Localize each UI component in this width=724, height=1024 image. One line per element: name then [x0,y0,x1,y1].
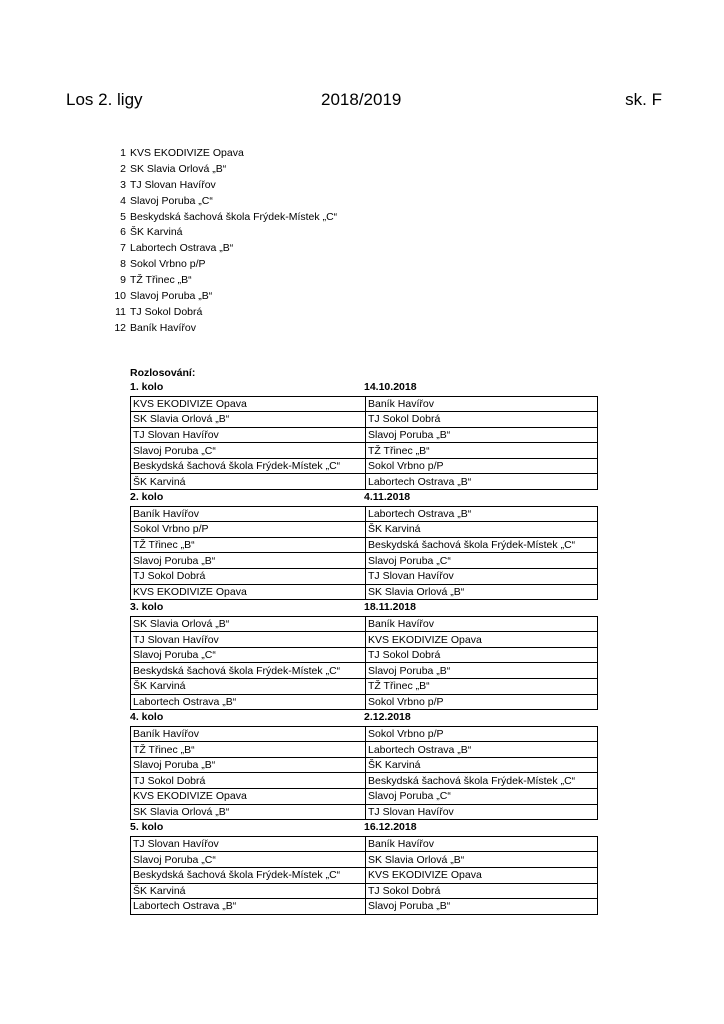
match-row [131,412,598,428]
away-team: TŽ Třinec „B“ [366,443,598,459]
team-name: TJ Slovan Havířov [130,178,216,191]
team-list [110,146,337,337]
league-title: Los 2. ligy [66,90,143,109]
team-name: KVS EKODIVIZE Opava [130,147,244,159]
team-name: Beskydská šachová škola Frýdek-Místek „C“ [130,210,338,223]
team-list-item [110,241,337,257]
away-team: TŽ Třinec „B“ [366,679,598,695]
round-header [130,490,598,506]
home-team: Slavoj Poruba „C“ [131,647,366,663]
match-row [131,883,598,899]
team-list-item [110,146,337,162]
away-team: Slavoj Poruba „B“ [366,899,598,915]
team-number: 5 [120,210,126,223]
home-team: KVS EKODIVIZE Opava [131,789,366,805]
home-team: TJ Slovan Havířov [131,632,366,648]
match-row [131,443,598,459]
team-number: 6 [120,226,126,239]
home-team: TJ Sokol Dobrá [131,773,366,789]
team-number: 4 [120,194,126,207]
match-row [131,852,598,868]
team-name: Sokol Vrbno p/P [130,258,206,271]
team-list-item [110,178,337,194]
round-date: 4.11.2018 [364,491,411,504]
round-header [130,820,598,836]
match-table [130,726,598,821]
away-team: Sokol Vrbno p/P [366,458,598,474]
team-name: ŠK Karviná [130,226,183,239]
away-team: Baník Havířov [366,616,598,632]
match-row [131,789,598,805]
team-list-item [110,289,337,305]
match-row [131,584,598,600]
home-team: Beskydská šachová škola Frýdek-Místek „C“ [131,663,366,679]
team-list-item [110,162,337,178]
match-row [131,726,598,742]
match-row [131,773,598,789]
home-team: Labortech Ostrava „B“ [131,694,366,710]
team-name: TŽ Třinec „B“ [130,274,192,287]
away-team: TJ Sokol Dobrá [366,412,598,428]
home-team: Slavoj Poruba „B“ [131,757,366,773]
match-row [131,568,598,584]
match-row [131,522,598,538]
team-list-item [110,305,337,321]
team-number: 9 [120,274,126,287]
match-row [131,632,598,648]
team-number: 10 [114,290,126,303]
home-team: Baník Havířov [131,726,366,742]
home-team: ŠK Karviná [131,679,366,695]
team-number: 1 [120,147,126,159]
match-row [131,647,598,663]
match-table [130,506,598,601]
home-team: KVS EKODIVIZE Opava [131,584,366,600]
match-row [131,757,598,773]
match-row [131,474,598,490]
away-team: Sokol Vrbno p/P [366,726,598,742]
home-team: Slavoj Poruba „B“ [131,553,366,569]
away-team: Baník Havířov [366,396,598,412]
away-team: KVS EKODIVIZE Opava [366,867,598,883]
away-team: TJ Slovan Havířov [366,804,598,820]
away-team: Labortech Ostrava „B“ [366,506,598,522]
team-list-item [110,210,337,226]
home-team: KVS EKODIVIZE Opava [131,396,366,412]
round-date: 14.10.2018 [364,381,417,393]
team-number: 11 [115,305,126,318]
away-team: TJ Sokol Dobrá [366,883,598,899]
team-name: Labortech Ostrava „B“ [130,242,234,255]
schedule-title: Rozlosování: [130,367,196,379]
match-row [131,742,598,758]
home-team: SK Slavia Orlová „B“ [131,616,366,632]
round-date: 18.11.2018 [364,601,416,614]
round-name: 2. kolo [130,491,164,504]
home-team: TJ Sokol Dobrá [131,568,366,584]
away-team: Slavoj Poruba „B“ [366,427,598,443]
match-row [131,679,598,695]
match-row [131,836,598,852]
away-team: SK Slavia Orlová „B“ [366,584,598,600]
round-header [130,380,598,396]
home-team: TŽ Třinec „B“ [131,742,366,758]
team-list-item [110,225,337,241]
home-team: Slavoj Poruba „C“ [131,443,366,459]
match-row [131,663,598,679]
away-team: Beskydská šachová škola Frýdek-Místek „C“ [366,773,598,789]
team-list-item [110,257,337,273]
round-name: 1. kolo [130,381,164,393]
away-team: TJ Sokol Dobrá [366,647,598,663]
round-header [130,710,598,726]
match-row [131,899,598,915]
home-team: SK Slavia Orlová „B“ [131,804,366,820]
away-team: ŠK Karviná [366,757,598,773]
away-team: Slavoj Poruba „B“ [366,663,598,679]
team-list-item [110,194,337,210]
home-team: Sokol Vrbno p/P [131,522,366,538]
match-row [131,396,598,412]
home-team: Labortech Ostrava „B“ [131,899,366,915]
season-label: 2018/2019 [321,90,402,109]
team-number: 8 [120,258,126,271]
home-team: Baník Havířov [131,506,366,522]
round-name: 3. kolo [130,601,164,614]
away-team: Slavoj Poruba „C“ [366,553,598,569]
away-team: Beskydská šachová škola Frýdek-Místek „C“ [366,537,598,553]
match-row [131,537,598,553]
away-team: Slavoj Poruba „C“ [366,789,598,805]
match-row [131,553,598,569]
round-date: 16.12.2018 [364,821,417,834]
home-team: ŠK Karviná [131,474,366,490]
home-team: TJ Slovan Havířov [131,427,366,443]
round-header [130,600,598,616]
away-team: Labortech Ostrava „B“ [366,474,598,490]
match-row [131,694,598,710]
team-number: 3 [120,178,126,191]
match-row [131,867,598,883]
team-list-item [110,321,337,337]
team-name: SK Slavia Orlová „B“ [130,162,227,175]
away-team: SK Slavia Orlová „B“ [366,852,598,868]
home-team: Beskydská šachová škola Frýdek-Místek „C“ [131,458,366,474]
team-name: Slavoj Poruba „B“ [130,290,213,303]
match-table [130,396,598,491]
match-row [131,427,598,443]
team-number: 12 [114,321,126,334]
round-date: 2.12.2018 [364,711,411,724]
home-team: Slavoj Poruba „C“ [131,852,366,868]
away-team: Labortech Ostrava „B“ [366,742,598,758]
team-list-item [110,273,337,289]
round-name: 5. kolo [130,821,164,834]
match-row [131,506,598,522]
team-name: TJ Sokol Dobrá [130,305,203,318]
match-table [130,616,598,711]
team-number: 7 [120,242,126,255]
match-row [131,458,598,474]
home-team: ŠK Karviná [131,883,366,899]
away-team: Sokol Vrbno p/P [366,694,598,710]
schedule [130,366,598,915]
team-name: Baník Havířov [130,321,196,334]
home-team: SK Slavia Orlová „B“ [131,412,366,428]
round-name: 4. kolo [130,711,164,724]
away-team: ŠK Karviná [366,522,598,538]
away-team: Baník Havířov [366,836,598,852]
match-table [130,836,598,915]
page-header [66,90,662,114]
home-team: Beskydská šachová škola Frýdek-Místek „C“ [131,867,366,883]
home-team: TŽ Třinec „B“ [131,537,366,553]
away-team: TJ Slovan Havířov [366,568,598,584]
away-team: KVS EKODIVIZE Opava [366,632,598,648]
group-label: sk. F [625,90,662,109]
match-row [131,616,598,632]
team-name: Slavoj Poruba „C“ [130,194,213,207]
match-row [131,804,598,820]
home-team: TJ Slovan Havířov [131,836,366,852]
team-number: 2 [120,162,126,175]
